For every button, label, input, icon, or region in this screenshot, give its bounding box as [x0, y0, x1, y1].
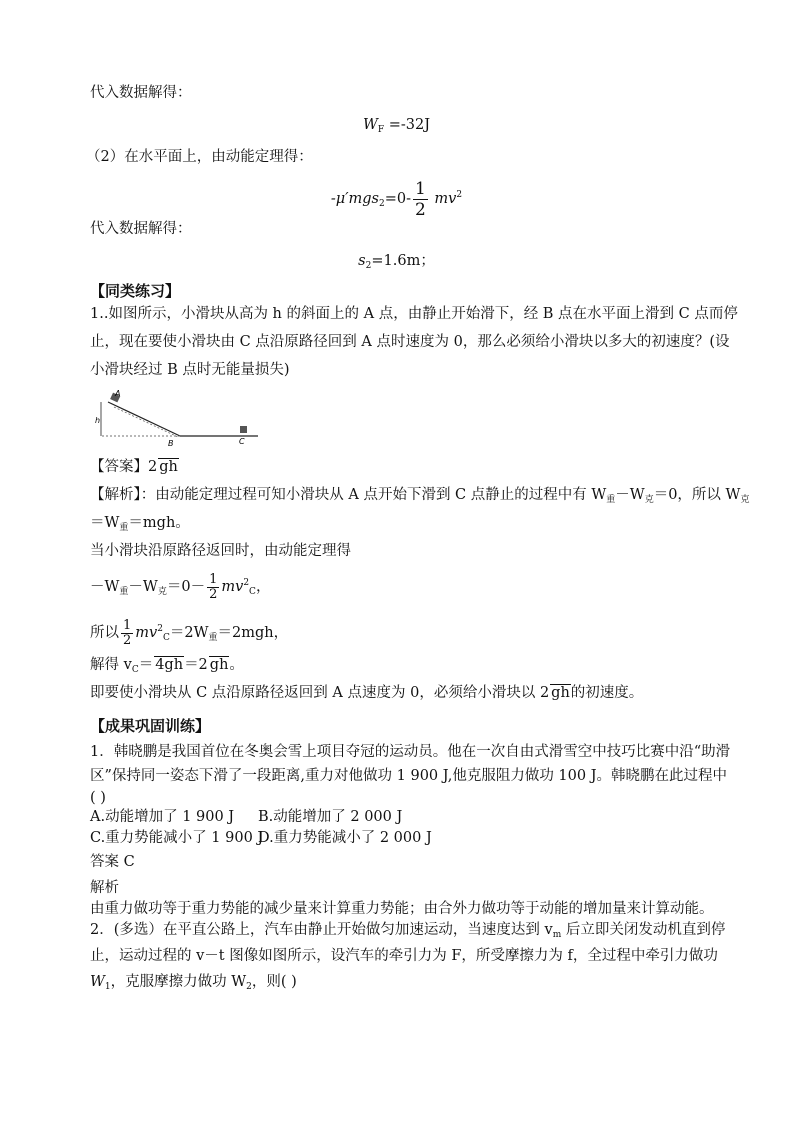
incline-line [108, 402, 180, 436]
eq-subscript: 2 [365, 261, 372, 271]
sqrt-term: gh [209, 657, 229, 673]
eq-subscript: F [377, 125, 385, 135]
question-text: ( ) [90, 790, 106, 806]
answer-line: 答案 C [90, 854, 135, 870]
analysis-line: 当小滑块沿原路径返回时，由动能定理得 [90, 543, 351, 559]
analysis-line: $=W_重=mgh$。 [90, 515, 190, 533]
question-text: 区”保持同一姿态下滑了一段距离,重力对他做功 1 900 J,他克服阻力做功 100 J。韩晓鹏在此过程中 [90, 768, 728, 784]
option-b: B.动能增加了 2 000 J [258, 809, 403, 825]
fraction: $\frac{1}{2}$ [123, 617, 132, 648]
analysis-line: 即要使小滑块从 C 点沿原路径返回到 A 点速度为 0，必须给小滑块以 2 gh的初速度。 [90, 685, 644, 701]
slider-block-c [240, 426, 247, 433]
option-a: A.动能增加了 1 900 J [90, 809, 235, 825]
analysis-equation: 所以 $\frac{1}{2}$ $mv^2_C=2W_重=2mgh$， [90, 617, 289, 648]
eq-superscript: 2 [456, 190, 463, 200]
question-text: 小滑块经过 B 点时无能量损失) [90, 362, 290, 378]
analysis-text: 由重力做功等于重力势能的减少量来计算重力势能；由合外力做功等于动能的增加量来计算动能。 [90, 901, 714, 917]
question-text: 止，现在要使小滑块由 C 点沿原路径回到 A 点时速度为 0，那么必须给小滑块以多大的初速度？(设 [90, 334, 730, 350]
section-header: 【同类练习】 [90, 282, 181, 300]
eq-symbol: W [362, 117, 378, 133]
eq-subscript: 2 [378, 199, 385, 209]
solution-text: 代入数据解得： [90, 85, 192, 101]
fraction: $\frac{1}{2}$ [209, 571, 218, 602]
sqrt-term: 4gh [155, 657, 184, 673]
solution-part2: （2）在水平面上，由动能定理得： [86, 149, 313, 165]
question-text: 1..如图所示，小滑块从高为 h 的斜面上的 A 点，由静止开始滑下，经 B 点在水平面上滑到 C 点而停 [90, 306, 738, 322]
label-a: A [115, 389, 121, 398]
sqrt-term: gh [159, 459, 178, 475]
section-header: 【成果巩固训练】 [90, 717, 211, 735]
eq-term: mv [429, 191, 457, 207]
question-text: 止，运动过程的 v－t 图像如图所示，设汽车的牵引力为 F，所受摩擦力为 f，全过程中牵引力做功 [90, 948, 718, 964]
incline-figure [88, 386, 263, 448]
equation-s2 [0, 251, 793, 276]
label-b: B [168, 439, 174, 448]
analysis-line: 解得 $v_C= 4gh=2$ gh。 [90, 657, 244, 675]
eq-term: =0- [384, 191, 411, 207]
eq-symbol: s [358, 253, 366, 269]
eq-value: =1.6m； [371, 253, 435, 269]
label-h: h [95, 416, 101, 425]
analysis-equation: $-W_重-W_克=0-$ $\frac{1}{2}$ $mv^2_C$， [90, 571, 271, 602]
solution-text: 代入数据解得： [90, 221, 192, 237]
equation-kinetic [0, 175, 793, 224]
label-c: C [239, 437, 245, 446]
analysis-line: 【解析】：由动能定理过程可知小滑块从 A 点开始下滑到 C 点静止的过程中有 $W_重-W_克=0$，所以 $W_克$ [90, 487, 750, 505]
answer-label: 【答案】2 [90, 459, 158, 475]
incline-hatch [114, 407, 178, 437]
option-c: C.重力势能减小了 1 900 J [90, 830, 264, 846]
sqrt-term: gh [551, 685, 570, 701]
question-text: 2．(多选）在平直公路上，汽车由静止开始做匀加速运动，当速度达到 $v_m$ 后立即关闭发动机直到停 [90, 922, 726, 940]
answer-line [90, 457, 179, 477]
question-text: $W_1$，克服摩擦力做功 $W_2$，则( ) [90, 974, 297, 992]
equation-wf [0, 115, 793, 140]
question-text: 1．韩晓鹏是我国首位在冬奥会雪上项目夺冠的运动员。他在一次自由式滑雪空中技巧比赛中沿“助滑 [90, 744, 731, 760]
option-d: D.重力势能减小了 2 000 J [258, 830, 432, 846]
eq-value: =-32J [384, 117, 431, 133]
analysis-label: 解析 [90, 880, 119, 896]
fraction: $\frac{1}{2}$ [414, 178, 426, 220]
eq-term: -μ′mgs [330, 191, 379, 207]
